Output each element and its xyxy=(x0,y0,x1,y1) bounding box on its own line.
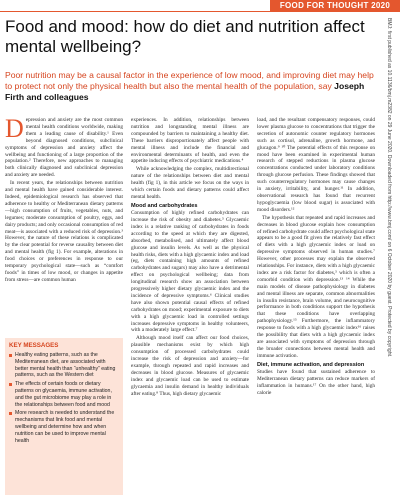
copyright-sidebar xyxy=(383,18,397,496)
body-paragraph: While acknowledging the complex, multidirectional nature of the relationships between diet and mental health (fig 1), in this article we focus on the ways in which certain foods and dietary patterns could affect mental health. xyxy=(131,166,249,200)
body-paragraph: Although mood itself can affect our food choices, plausible mechanisms exist by which high consumption of processed carbohydrates could increase the risk of depression and anxiety—for example, through repeated and rapid increases and decreases in blood glucose. Measures of glycaemic index and glycaemic load can be used to estimate glycaemia and insulin demand in healthy individuals after eating.⁸ Thus, high dietary glycaemic xyxy=(131,335,249,397)
key-message-item: The effects of certain foods or dietary patterns on glycaemia, immune activation, and the gut microbiome may play a role in the relationships between food and mood xyxy=(9,381,119,408)
body-paragraph: In recent years, the relationships between nutrition and mental health have gained considerable interest. Indeed, epidemiological research has observed that adherence to healthy or Mediterranean dietary patterns—high consumption of fruits, vegetables, nuts, and legumes; moderate consumption of poultry, eggs, and dairy products; and only occasional consumption of red meat—is associated with a reduced risk of depression.³ However, the nature of these relations is complicated by the clear potential for reverse causality between diet and mental health (fig 1). For example, alterations in food choices or preferences in response to our temporary psychological state—such as “comfort foods” in times of low mood, or changes in appetite from stress—are common human xyxy=(5,180,123,283)
column-2 xyxy=(131,117,249,495)
body-paragraph: experiences. In addition, relationships between nutrition and longstanding mental illness are compounded by barriers to maintaining a healthy diet. These barriers disproportionately affect people with mental illness and include the financial and environmental determinants of health, and even the appetite inducing effects of psychiatric medications.⁴ xyxy=(131,117,249,165)
byline: Joseph Firth and colleagues xyxy=(5,81,365,102)
standfirst xyxy=(5,70,380,103)
section-heading: Mood and carbohydrates xyxy=(131,202,198,209)
section-tag: FOOD FOR THOUGHT 2020 xyxy=(270,0,400,12)
copyright-notice: BMJ: first published as 10.1136/bmj.m2382 on 29 June 2020. Downloaded from http://www.bmj.com/ on 6 October 2020 by guest. Protected by copyright. xyxy=(386,18,392,358)
top-bar xyxy=(0,0,400,12)
intro-paragraph xyxy=(5,117,123,179)
article-title: Food and mood: how do diet and nutrition affect mental wellbeing? xyxy=(5,17,365,56)
body-paragraph: Studies have found that sustained adherence to Mediterranean dietary patterns can reduce markers of inflammation in humans.¹⁷ On the other hand, high calorie xyxy=(257,368,375,396)
key-messages-box xyxy=(5,338,123,495)
intro-text: epression and anxiety are the most common mental health conditions worldwide, making them a leading cause of disability.¹ Even beyond diagnosed conditions, subclinical symptoms of depression and anxiety affect the wellbeing and functioning of a large proportion of the population.² Therefore, new approaches to managing both clinically diagnosed and subclinical depression and anxiety are needed. xyxy=(5,117,123,179)
key-message-item: More research is needed to understand the mechanisms that link food and mental wellbeing and determine how and when nutrition can be used to improve mental health xyxy=(9,410,119,444)
standfirst-text: Poor nutrition may be a causal factor in the experience of low mood, and improving diet may help to protect not only the physical health but also the mental health of the population, say xyxy=(5,70,374,91)
key-messages-list xyxy=(9,352,119,444)
key-message-item: Healthy eating patterns, such as the Mediterranean diet, are associated with better mental health than “unhealthy” eating patterns, such as the Western diet xyxy=(9,352,119,379)
body-paragraph: The hypothesis that repeated and rapid increases and decreases in blood glucose explain how consumption of refined carbohydrate could affect psychological state appears to be a good fit given the relatively fast effect of diets with a high glycaemic index or load on depressive symptoms observed in human studies.⁷ However, other processes may explain the observed relationships. For instance, diets with a high glycaemic index are a risk factor for diabetes,⁵ which is often a comorbid condition with depression.¹³ ¹⁴ While the main models of disease pathophysiology in diabetes and mental illness are separate, common abnormalities in insulin resistance, brain volume, and neurocognitive performance in both conditions support the hypothesis that these conditions have overlapping pathophysiology.¹⁵ Furthermore, the inflammatory response to foods with a high glycaemic index¹⁶ raises the possibility that diets with a high glycaemic index are associated with symptoms of depression through the broader connections between mental health and immune activation. xyxy=(257,214,375,359)
key-messages-heading: KEY MESSAGES xyxy=(9,342,59,349)
section-heading: Diet, immune activation, and depression xyxy=(257,361,365,368)
dropcap: D xyxy=(5,117,24,143)
body-paragraph: load, and the resultant compensatory responses, could lower plasma glucose to concentrations that trigger the secretion of autonomic counter regulatory hormones such as cortisol, adrenaline, growth hormone, and glucagon.⁹ ¹⁰ The potential effects of this response on mood have been examined in experimental human research of stepped reductions in plasma glucose concentrations conducted under laboratory conditions through glucose perfusion. These findings showed that such counterregulatory hormones may cause changes in anxiety, irritability, and hunger.¹¹ In addition, observational research has found that recurrent hypoglycaemia (low blood sugar) is associated with mood disorders.¹² xyxy=(257,117,375,213)
body-paragraph: Consumption of highly refined carbohydrates can increase the risk of obesity and diabetes.⁵ Glycaemic index is a relative ranking of carbohydrates in foods according to the speed at which they are digested, absorbed, metabolised, and ultimately affect blood glucose and insulin levels. As well as the physical health risks, diets with a high glycaemic index and load (eg, diets containing high amounts of refined carbohydrates and sugars) may also have a detrimental effect on psychological wellbeing; data from longitudinal research show an association between progressively higher dietary glycaemic index and the incidence of depressive symptoms.⁶ Clinical studies have also shown potential causal effects of refined carbohydrates on mood; experimental exposure to diets with a high glycaemic load in controlled settings increases depressive symptoms in healthy volunteers, with a moderately large effect.⁷ xyxy=(131,210,249,334)
column-3 xyxy=(257,117,375,495)
